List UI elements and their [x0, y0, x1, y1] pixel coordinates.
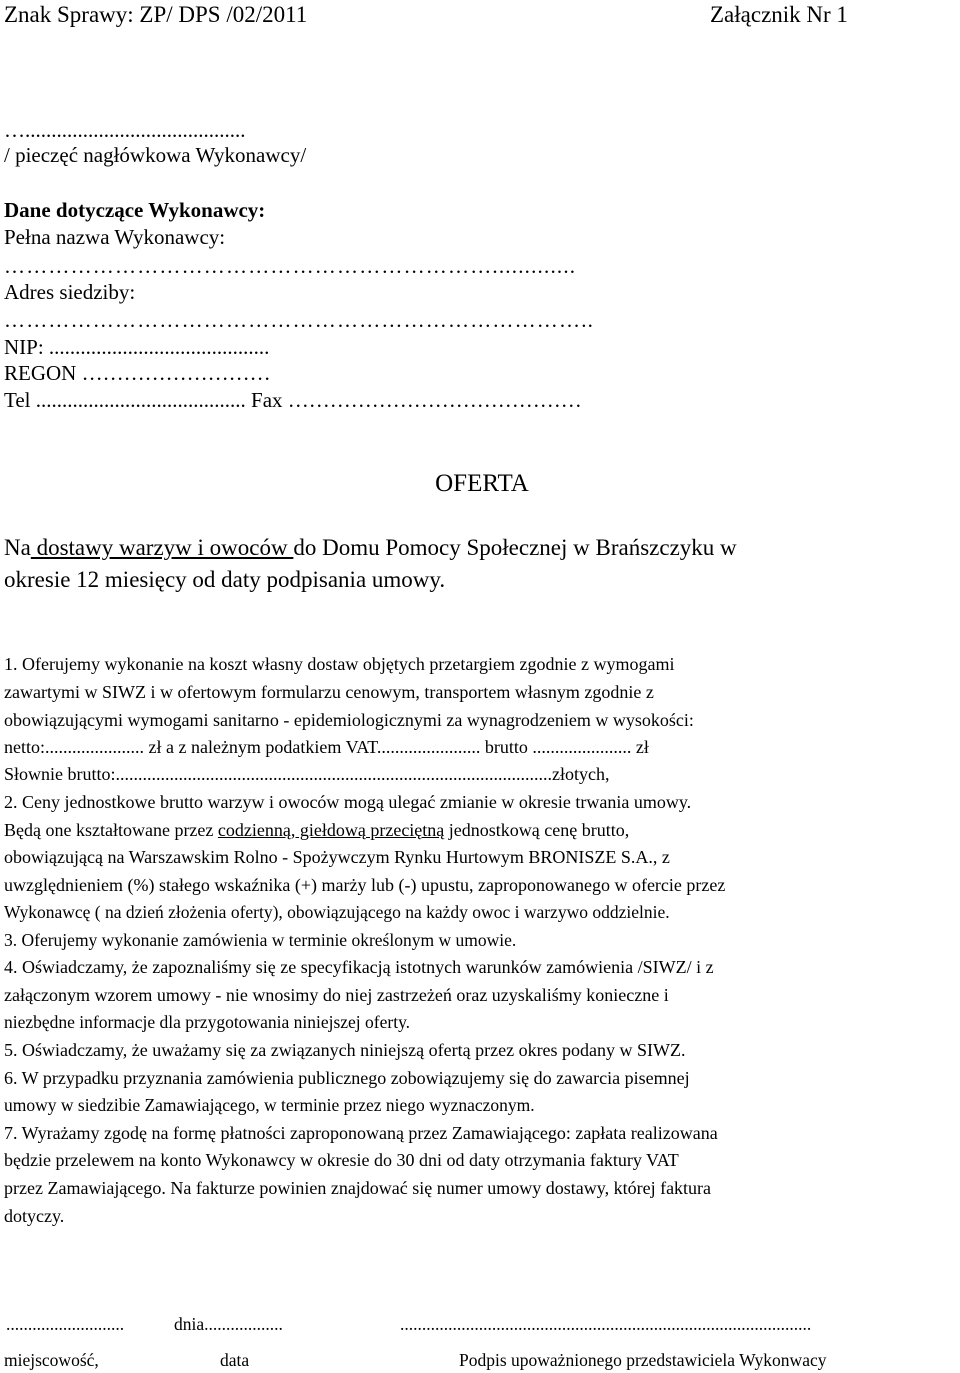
- body-line: Słownie brutto:.................................................................................................złotych,: [4, 764, 610, 784]
- full-name-line: ………………………………………………………….............: [4, 254, 577, 278]
- place-label: miejscowość,: [4, 1350, 99, 1370]
- body-line-formed: [4, 820, 629, 841]
- body-line: obowiązującymi wymogami sanitarno - epidemiologicznymi za wynagrodzeniem w wysokości:: [4, 710, 694, 730]
- formed-suffix: jednostkową cenę brutto,: [444, 820, 630, 840]
- body-line: 1. Oferujemy wykonanie na koszt własny dostaw objętych przetargiem zgodnie z wymogami: [4, 654, 675, 674]
- tel-fax-field: Tel ........................................ Fax ……………………………………: [4, 388, 582, 412]
- body-line: netto:...................... zł a z należnym podatkiem VAT....................... brutto ...................... zł: [4, 737, 649, 757]
- body-line: załączonym wzorem umowy - nie wnosimy do niej zastrzeżeń oraz uzyskaliśmy konieczne i: [4, 985, 669, 1005]
- nip-field: NIP: ..........................................: [4, 335, 270, 359]
- body-line: niezbędne informacje dla przygotowania niniejszej oferty.: [4, 1012, 411, 1032]
- body-line: dotyczy.: [4, 1206, 65, 1226]
- regon-field: REGON ………………………: [4, 361, 271, 385]
- offer-subject-line2: okresie 12 miesięcy od daty podpisania umowy.: [4, 567, 446, 592]
- date-dots: dnia..................: [174, 1314, 283, 1334]
- place-dots: ...........................: [6, 1314, 125, 1334]
- body-line: Wykonawcę ( na dzień złożenia oferty), obowiązującego na każdy owoc i warzywo oddzielnie.: [4, 902, 670, 922]
- date-label: data: [220, 1350, 250, 1370]
- address-label: Adres siedziby:: [4, 280, 136, 304]
- body-line: przez Zamawiającego. Na fakturze powinien znajdować się numer umowy dostawy, której faktura: [4, 1178, 712, 1198]
- signature-dots: ..............................................................................................: [400, 1314, 812, 1334]
- offer-title: OFERTA: [435, 470, 529, 497]
- body-line: uwzględnieniem (%) stałego wskaźnika (+) marży lub (-) upustu, zaproponowanego w ofercie przez: [4, 875, 726, 895]
- body-line: 3. Oferujemy wykonanie zamówienia w terminie określonym w umowie.: [4, 930, 517, 950]
- body-line: 7. Wyrażamy zgodę na formę płatności zaproponowaną przez Zamawiającego: zapłata realizowana: [4, 1123, 718, 1143]
- body-line: 2. Ceny jednostkowe brutto warzyw i owoców mogą ulegać zmianie w okresie trwania umowy.: [4, 792, 692, 812]
- case-reference: Znak Sprawy: ZP/ DPS /02/2011: [4, 2, 308, 27]
- body-line: będzie przelewem na konto Wykonawcy w okresie do 30 dni od daty otrzymania faktury VAT: [4, 1150, 679, 1170]
- body-line: zawartymi w SIWZ i w ofertowym formularzu cenowym, transportem własnym zgodnie z: [4, 682, 654, 702]
- subject-prefix: Na: [4, 535, 31, 560]
- formed-prefix: Będą one kształtowane przez: [4, 820, 218, 840]
- subject-suffix: do Domu Pomocy Społecznej w Brańszczyku w: [293, 535, 737, 560]
- stamp-dots: …..........................................: [4, 118, 246, 142]
- offer-subject-line1: [4, 535, 737, 561]
- address-line: ……………………………………………………………………..: [4, 308, 595, 332]
- formed-underlined: codzienną, giełdową przeciętną: [217, 820, 445, 840]
- body-line: umowy w siedzibie Zamawiającego, w terminie przez niego wyznaczonym.: [4, 1095, 535, 1115]
- signature-label: Podpis upoważnionego przedstawiciela Wykonwacy: [459, 1350, 827, 1370]
- body-line: 4. Oświadczamy, że zapoznaliśmy się ze specyfikacją istotnych warunków zamówienia /SIWZ/ i z: [4, 957, 714, 977]
- body-line: 5. Oświadczamy, że uważamy się za związanych niniejszą ofertą przez okres podany w SIWZ.: [4, 1040, 686, 1060]
- subject-underlined: dostawy warzyw i owoców: [30, 535, 294, 560]
- body-line: obowiązującą na Warszawskim Rolno - Spożywczym Rynku Hurtowym BRONISZE S.A., z: [4, 847, 670, 867]
- body-line: 6. W przypadku przyznania zamówienia publicznego zobowiązujemy się do zawarcia pisemnej: [4, 1068, 690, 1088]
- stamp-label: / pieczęć nagłówkowa Wykonawcy/: [4, 143, 307, 167]
- full-name-label: Pełna nazwa Wykonawcy:: [4, 225, 226, 249]
- contractor-heading: Dane dotyczące Wykonawcy:: [4, 198, 266, 222]
- attachment-number: Załącznik Nr 1: [710, 2, 848, 27]
